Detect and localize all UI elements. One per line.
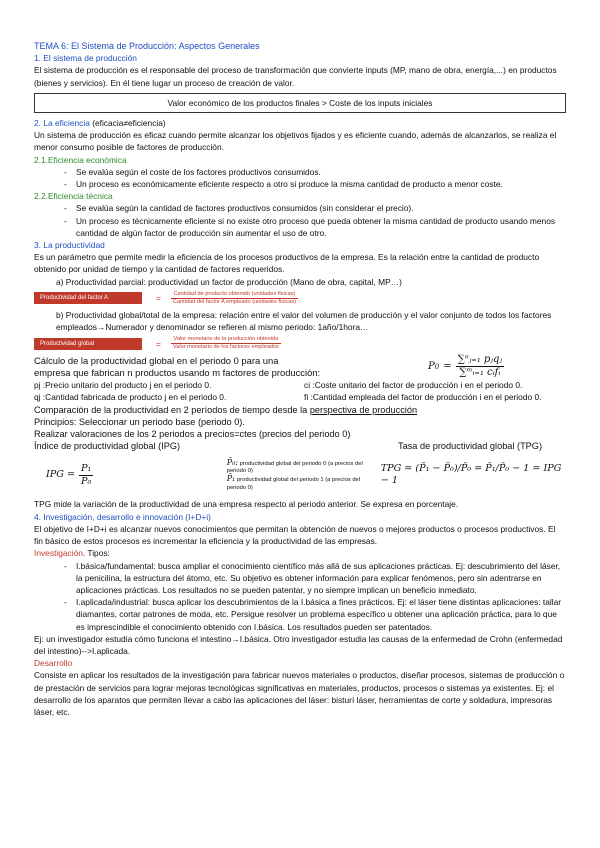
equals-sign: =	[156, 338, 161, 349]
subsection-2-2-heading: 2.2.Eficiencia técnica	[34, 191, 113, 202]
global-productivity-text: b) Productividad global/total de la empresa: relación entre el valor del volumen de producción y el valor conjunto de todos los factores empleados→Numerador y denominador se refieren al mismo periodo: 1año/1hora…	[56, 309, 552, 333]
section-3-heading: 3. La productividad	[34, 240, 105, 251]
definition-ci: ci :Coste unitario del factor de producción i en el periodo 0.	[304, 380, 523, 391]
definitions-row-1	[34, 379, 566, 391]
definition-pj: pj :Precio unitario del producto j en el periodo 0.	[34, 380, 212, 391]
development-text: Consiste en aplicar los resultados de la investigación para fabricar nuevos materiales o productos, diseñar procesos, sistemas de producción o de prestación de servicios para lograr mejoras tecnológicas significativas en materiales, productos, procesos o sistemas ya existentes. Ej: el desarrollo de los aparatos que permiten llevar a cabo las aplicaciones del láser: bisturí láser, herramientas de corte y soldadura, impresoras láser, etc.	[34, 670, 565, 717]
section-2-text: Un sistema de producción es eficaz cuando permite alcanzar los objetivos fijados y es eficiente cuando, además de alcanzarlos, se realiza el menor consumo posible de factores de producción.	[34, 130, 557, 153]
subsection-2-1-heading: 2.1.Eficiencia económica	[34, 154, 127, 165]
formula-denominator: ∑ᵐᵢ₌₁ cᵢfᵢ	[459, 367, 501, 379]
partial-productivity-label: Productividad del factor A	[34, 292, 142, 304]
p1-symbol: P̄₁	[226, 474, 236, 484]
section-2-heading-line	[34, 117, 566, 129]
document-title: TEMA 6: El Sistema de Producción: Aspectos Generales	[34, 41, 260, 51]
list-item: - I.aplicada/industrial: busca aplicar los descubrimientos de la I.básica a fines prácticos. Ej: el láser tiene distintas aplicaciones: tallar diamantes, cortar patrones de moda, etc. Persigue resolver un problema específico u obtener una aplicación práctica, para lo que es imprescindible el conocimiento obtenido con I.básica. Los resultados pueden ser patentados.	[64, 596, 566, 633]
formula-fraction	[456, 354, 504, 379]
p0-description: productividad global del periodo 0 (a precios del periodo 0)	[226, 460, 363, 475]
index-titles-row	[34, 440, 566, 452]
p1-definition	[227, 475, 369, 492]
section-3-text: Es un parámetro que permite medir la eficiencia de los procesos productivos de la empresa. Es la relación entre la cantidad de producto obtenido por unidad de tiempo y la cantidad de factores requeridos.	[34, 252, 540, 275]
partial-fraction	[171, 291, 298, 306]
calc-line-2: empresa que fabrican n productos usando m factores de producción:	[34, 366, 321, 378]
list-item: - Se evalúa según el coste de los factores productivos consumidos.	[64, 166, 566, 178]
p-definitions	[227, 459, 369, 493]
ipg-fraction	[79, 463, 93, 488]
partial-numerator: Cantidad de producto obtenido (unidades físicas)	[171, 291, 298, 299]
subsection-2-2-list	[34, 202, 566, 239]
section-4-text: El objetivo de I+D+i es alcanzar nuevos conocimientos que permitan la obtención de nuevos o mejores productos o procesos productivos. El fin básico de estos procesos es incrementar la eficiencia y la productividad de las empresas.	[34, 523, 556, 547]
partial-denominator: Cantidad del factor A empleado (unidades físicas)	[172, 298, 297, 305]
list-item: - Se evalúa según la cantidad de factores productivos consumidos (sin considerar el precio).	[64, 202, 566, 214]
definition-qj: qj :Cantidad fabricada de producto j en el periodo 0.	[34, 392, 227, 403]
global-numerator: Valor monetario de la producción obtenida	[171, 336, 281, 344]
research-label: Investigación	[34, 548, 83, 559]
ipg-lhs: IPG =	[46, 469, 75, 481]
tpg-text: TPG mide la variación de la productividad de una empresa respecto al periodo anterior. Se expresa en porcentaje.	[34, 499, 459, 510]
p0-symbol: P̄₀:	[226, 457, 239, 467]
ipg-numerator: P₁	[79, 463, 93, 476]
ipg-denominator: P₀	[81, 475, 92, 487]
research-example: Ej: un investigador estudia cómo funciona el intestino→I.básica. Otro investigador estudia las causas de la enfermedad de Crohn (enfermedad del intestino)-->I.aplicada.	[34, 633, 563, 656]
development-label: Desarrollo	[34, 658, 73, 669]
global-denominator: Valor monetario de los factores empleados	[172, 344, 279, 351]
production-perspective-link: perspectiva de producción	[309, 404, 418, 415]
partial-productivity-text: a) Productividad parcial: productividad un factor de producción (Mano de obra, capital, MP…)	[56, 276, 402, 287]
ipg-title: Índice de productividad global (IPG)	[34, 441, 181, 452]
global-calc-block	[34, 354, 566, 379]
research-types-list	[34, 560, 566, 633]
global-calc-text	[34, 355, 320, 379]
p0-definition	[227, 459, 369, 476]
calc-line-1: Cálculo de la productividad global en el periodo 0 para una	[34, 354, 279, 366]
subsection-2-1-list	[34, 166, 566, 190]
list-item: - Un proceso es económicamente eficiente respecto a otro si produce la misma cantidad de producto a menor coste.	[64, 178, 566, 190]
section-1-text: El sistema de producción es el responsable del proceso de transformación que convierte inputs (MP, mano de obra, energía,...) en productos (bienes y servicios). En él tiene lugar un proceso de creación de valor.	[34, 65, 557, 88]
definitions-row-2	[34, 391, 566, 403]
valuation-line: Realizar valoraciones de los 2 periodos a precios=ctes (precios del periodo 0)	[34, 429, 351, 440]
global-productivity-equation: P 0 = $\frac{\text{∑ⁿⱼ₌₁ pⱼqⱼ}}{\text{∑ᵐᵢ₌₁ cᵢfᵢ}}$	[428, 354, 502, 379]
principles-line: Principios: Seleccionar un periodo base (periodo 0).	[34, 416, 245, 427]
research-label-rest: . Tipos:	[82, 548, 110, 559]
index-formulas-row	[34, 454, 566, 496]
ipg-formula	[34, 463, 227, 488]
partial-productivity-formula	[34, 291, 566, 306]
comparison-line	[34, 404, 566, 416]
definition-fi: fi :Cantidad empleada del factor de producción i en el periodo 0.	[304, 392, 542, 403]
global-fraction	[171, 336, 281, 351]
formula-subscript: 0	[434, 362, 440, 371]
section-2-heading: 2. La eficiencia	[34, 118, 90, 129]
formula-lhs: P	[428, 360, 435, 372]
tpg-formula: TPG = (P̄₁ − P̄₀)/P̄₀ = P̄₁/P̄₀ − 1 = IPG − 1	[380, 463, 562, 487]
formula-numerator: ∑ⁿⱼ₌₁ pⱼqⱼ	[457, 354, 502, 366]
research-heading-line	[34, 547, 566, 559]
tpg-title: Tasa de productividad global (TPG)	[398, 441, 543, 452]
section-2-heading-note: (eficacia≠eficiencia)	[92, 118, 166, 129]
section-4-heading: 4. Investigación, desarrollo e innovación (I+D+i)	[34, 511, 211, 522]
list-item: - Un proceso es técnicamente eficiente si no existe otro proceso que pueda obtener la misma cantidad de producto usando menos cantidad de algún factor de producción sin aumentar el uso de otro.	[64, 215, 566, 239]
p1-description: productividad global del periodo 1 (a precios del periodo 0)	[226, 477, 361, 491]
comparison-text: Comparación de la productividad en 2 períodos de tiempo desde la	[34, 404, 310, 415]
equals-sign: =	[156, 293, 161, 304]
value-box: Valor económico de los productos finales > Coste de los inputs iniciales	[34, 93, 566, 113]
global-productivity-formula	[34, 336, 566, 351]
section-1-heading: 1. El sistema de producción	[34, 53, 137, 64]
list-item: - I.básica/fundamental: busca ampliar el conocimiento científico más allá de sus aplicaciones prácticas. Ej: descubrimiento del láser, la penicilina, la estructura del átomo, etc. Su objetivo es obtener información para explicar fenómenos, pero sin adentrarse en aplicaciones prácticas. Los resultados no se pueden patentar, y no siempre implican un beneficio inmediato.	[64, 560, 566, 597]
global-productivity-label: Productividad global	[34, 338, 142, 350]
